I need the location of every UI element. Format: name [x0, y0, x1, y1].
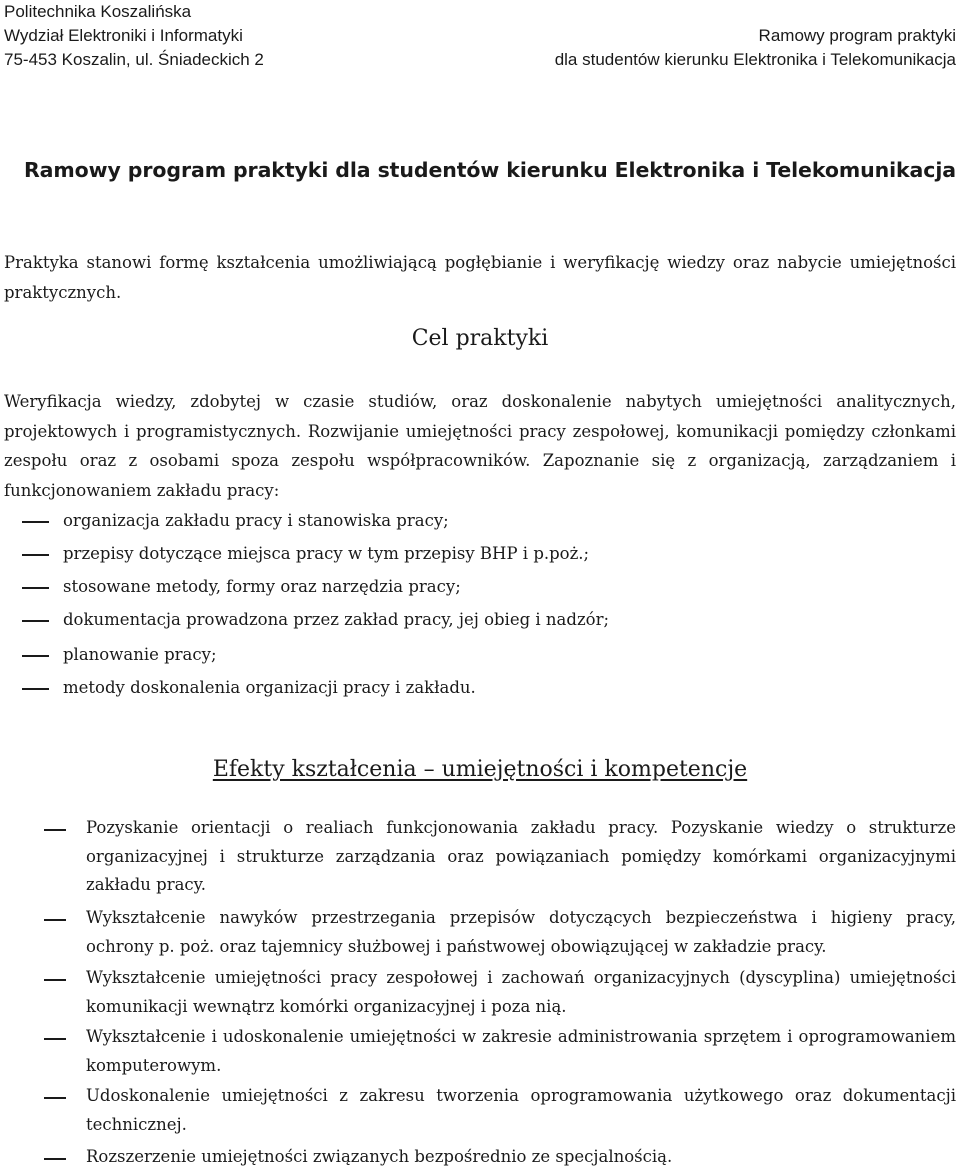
list-item-text: Udoskonalenie umiejętności z zakresu tworzenia oprogramowania użytkowego oraz dokumentacji technicznej.: [86, 1086, 956, 1134]
dash-bullet: [22, 554, 49, 556]
dash-bullet: [44, 979, 66, 981]
dash-bullet: [22, 620, 49, 622]
list-item-text: dokumentacja prowadzona przez zakład pracy, jej obieg i nadzór;: [63, 610, 610, 629]
university-name: Politechnika Koszalińska: [4, 2, 192, 21]
list-item-text: metody doskonalenia organizacji pracy i zakładu.: [63, 678, 476, 697]
list-item-text: organizacja zakładu pracy i stanowiska pracy;: [63, 511, 449, 530]
dash-bullet: [44, 919, 66, 921]
header-doc-title: Ramowy program praktyki: [758, 26, 956, 45]
list-item-text: Wykształcenie i udoskonalenie umiejętności w zakresie administrowania sprzętem i oprogramowaniem komputerowym.: [86, 1027, 956, 1075]
address: 75-453 Koszalin, ul. Śniadeckich 2: [4, 50, 264, 69]
faculty-name: Wydział Elektroniki i Informatyki: [4, 26, 243, 45]
page-title: Ramowy program praktyki dla studentów kierunku Elektronika i Telekomunikacja: [24, 158, 956, 182]
section-heading-efekty: [0, 757, 960, 782]
dash-bullet: [22, 688, 49, 690]
dash-bullet: [22, 521, 49, 523]
section-heading-cel: Cel praktyki: [411, 326, 549, 351]
list-item-text: przepisy dotyczące miejsca pracy w tym przepisy BHP i p.poż.;: [63, 544, 590, 563]
section-heading-efekty-text: Efekty kształcenia – umiejętności i kompetencje: [212, 757, 748, 782]
list-item-text: Rozszerzenie umiejętności związanych bezpośrednio ze specjalnością.: [86, 1147, 673, 1166]
page-header: [0, 0, 960, 72]
header-doc-subtitle: dla studentów kierunku Elektronika i Telekomunikacja: [554, 50, 956, 69]
list-item-text: Wykształcenie umiejętności pracy zespołowej i zachowań organizacyjnych (dyscyplina) umiejętności komunikacji wewnątrz komórki organizacyjnej i poza nią.: [86, 968, 956, 1016]
list-item-text: planowanie pracy;: [63, 645, 217, 664]
list-item-text: Wykształcenie nawyków przestrzegania przepisów dotyczących bezpieczeństwa i higieny pracy, ochrony p. poż. oraz tajemnicy służbowej i państwowej obowiązującej w zakładzie pracy.: [86, 908, 956, 956]
dash-bullet: [44, 829, 66, 831]
dash-bullet: [44, 1038, 66, 1040]
list-item-text: stosowane metody, formy oraz narzędzia pracy;: [63, 577, 461, 596]
dash-bullet: [22, 655, 49, 657]
dash-bullet: [44, 1097, 66, 1099]
list-item-text: Pozyskanie orientacji o realiach funkcjonowania zakładu pracy. Pozyskanie wiedzy o strukturze organizacyjnej i strukturze zarządzania oraz powiązaniach pomiędzy komórkami organizacyjnymi zakładu pracy.: [86, 818, 956, 894]
cel-paragraph: Weryfikacja wiedzy, zdobytej w czasie studiów, oraz doskonalenie nabytych umiejętności analitycznych, projektowych i programistycznych. Rozwijanie umiejętności pracy zespołowej, komunikacji pomiędzy członkami zespołu oraz z osobami spoza zespołu współpracowników. Zapoznanie się z organizacją, zarządzaniem i funkcjonowaniem zakładu pracy:: [4, 392, 956, 500]
dash-bullet: [44, 1158, 66, 1160]
intro-paragraph: Praktyka stanowi formę kształcenia umożliwiającą pogłębianie i weryfikację wiedzy oraz nabycie umiejętności praktycznych.: [4, 253, 956, 302]
dash-bullet: [22, 587, 49, 589]
